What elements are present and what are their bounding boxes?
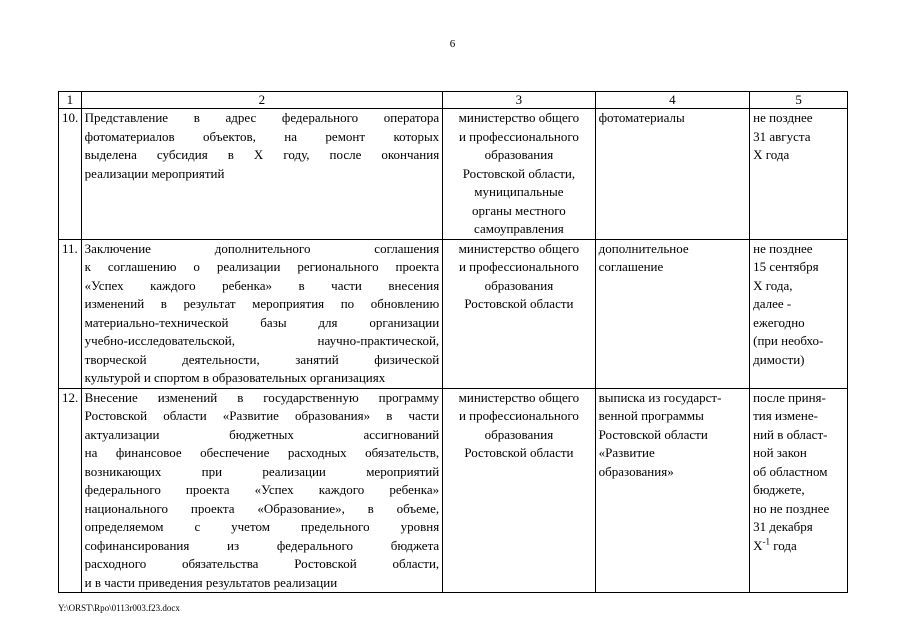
action-cell (81, 239, 443, 388)
executor-cell-line: образования (484, 426, 554, 442)
term-cell-line: но не позднее (753, 500, 830, 516)
executor-cell-line: Ростовской области (464, 296, 574, 311)
term-cell (750, 239, 848, 388)
term-cell-line: ежегодно (753, 314, 805, 330)
file-path-footer: Y:\ORST\Rpo\0113r003.f23.docx (58, 603, 180, 613)
executor-cell-line: самоуправления (474, 221, 564, 236)
action-cell-line: и в части приведения результатов реализации (84, 574, 338, 590)
document-cell-line: «Развитие (598, 445, 655, 460)
action-cell-line: Ростовской области «Развитие образования» в части (84, 408, 440, 423)
header-col-5: 5 (750, 92, 848, 109)
term-cell-line: 31 декабря (753, 519, 813, 534)
term-cell-line: не позднее (753, 240, 813, 256)
executor-cell-line: органы местного (472, 202, 566, 218)
executor-cell-line: и профессионального (458, 128, 579, 144)
executor-cell (443, 239, 595, 388)
term-cell-line: не позднее (753, 110, 813, 125)
action-cell-line: Внесение изменений в государственную программу (84, 389, 440, 405)
term-cell-line: после приня- (753, 389, 826, 405)
document-cell-line: венной программы (598, 408, 704, 423)
executor-cell-line: Ростовской области (464, 445, 574, 460)
term-cell-line: ной закон (753, 445, 807, 460)
action-cell-line: расходного обязательства Ростовской области, (84, 556, 440, 571)
executor-cell-line: министерство общего (458, 110, 580, 125)
action-cell-line: к соглашению о реализации регионального проекта (84, 259, 440, 274)
term-cell-line: далее - (753, 296, 792, 311)
action-cell-line: актуализации бюджетных ассигнований (84, 426, 440, 442)
term-year-base: X (753, 537, 763, 553)
action-cell-line: на финансовое обеспечение расходных обязательств, (84, 445, 440, 460)
document-table (58, 91, 848, 593)
action-cell-line: творческой деятельности, занятий физической (84, 351, 440, 367)
page-number: 6 (449, 38, 456, 50)
term-year-rest: года (770, 537, 797, 553)
header-col-1: 1 (59, 92, 82, 109)
action-cell (81, 109, 443, 240)
executor-cell-line: и профессионального (458, 408, 579, 423)
header-col-4: 4 (595, 92, 750, 109)
row-number: 12. (59, 388, 82, 593)
action-cell-line: софинансирования из федерального бюджета (84, 537, 440, 553)
executor-cell-line: министерство общего (458, 240, 580, 256)
document-cell-line: выписка из государст- (598, 389, 722, 405)
action-cell-line: культурой и спортом в образовательных организациях (84, 370, 386, 385)
term-cell-line (753, 537, 844, 556)
term-cell (750, 388, 848, 593)
table-row (59, 388, 848, 593)
term-cell-line: X года, (753, 277, 793, 293)
row-number: 11. (59, 239, 82, 388)
action-cell (81, 388, 443, 593)
term-cell-line: 15 сентября (753, 259, 819, 274)
action-cell-line: возникающих при реализации мероприятий (84, 463, 440, 479)
header-col-2: 2 (81, 92, 443, 109)
action-cell-line: Заключение дополнительного соглашения (84, 240, 440, 256)
action-cell-line: определяемом с учетом предельного уровня (84, 519, 440, 534)
term-cell-line: X года (753, 147, 790, 162)
executor-cell (443, 388, 595, 593)
action-cell-line: учебно-исследовательской, научно-практической, (84, 333, 440, 348)
term-cell-line: димости) (753, 351, 805, 367)
action-cell-line: фотоматериалов объектов, на ремонт которых (84, 128, 440, 144)
table-row (59, 109, 848, 240)
executor-cell-line: министерство общего (458, 389, 580, 405)
executor-cell-line: образования (484, 147, 554, 162)
document-cell-line: соглашение (598, 259, 664, 274)
executor-cell-line: и профессионального (458, 259, 579, 274)
action-cell-line: национального проекта «Образование», в объеме, (84, 500, 440, 516)
document-cell-line: образования» (598, 463, 674, 479)
executor-cell (443, 109, 595, 240)
action-cell-line: материально-технической базы для организации (84, 314, 440, 330)
executor-cell-line: муниципальные (474, 184, 564, 199)
action-cell-line: изменений в результат мероприятия по обновлению (84, 296, 440, 311)
table-row (59, 239, 848, 388)
term-cell-line: ний в област- (753, 426, 828, 442)
action-cell-line: федерального проекта «Успех каждого ребенка» (84, 482, 440, 497)
document-cell-line: фотоматериалы (598, 110, 685, 125)
executor-cell-line: образования (484, 277, 554, 293)
term-year-superscript: -1 (762, 536, 771, 547)
term-cell-line: 31 августа (753, 128, 811, 144)
action-cell-line: Представление в адрес федерального оператора (84, 110, 440, 125)
term-cell-line: бюджете, (753, 482, 805, 497)
action-cell-line: «Успех каждого ребенка» в части внесения (84, 277, 440, 293)
term-cell-line: тия измене- (753, 408, 818, 423)
document-cell (595, 109, 750, 240)
document-cell-line: Ростовской области (598, 426, 708, 442)
row-number: 10. (59, 109, 82, 240)
header-row (59, 92, 848, 109)
header-col-3: 3 (443, 92, 595, 109)
executor-cell-line: Ростовской области, (462, 165, 576, 181)
term-cell-line: об областном (753, 463, 828, 479)
document-cell (595, 388, 750, 593)
action-cell-line: выделена субсидия в X году, после окончания (84, 147, 440, 162)
term-cell (750, 109, 848, 240)
term-cell-line: (при необхо- (753, 333, 824, 348)
action-cell-line: реализации мероприятий (84, 165, 225, 181)
document-cell-line: дополнительное (598, 240, 689, 256)
document-cell (595, 239, 750, 388)
